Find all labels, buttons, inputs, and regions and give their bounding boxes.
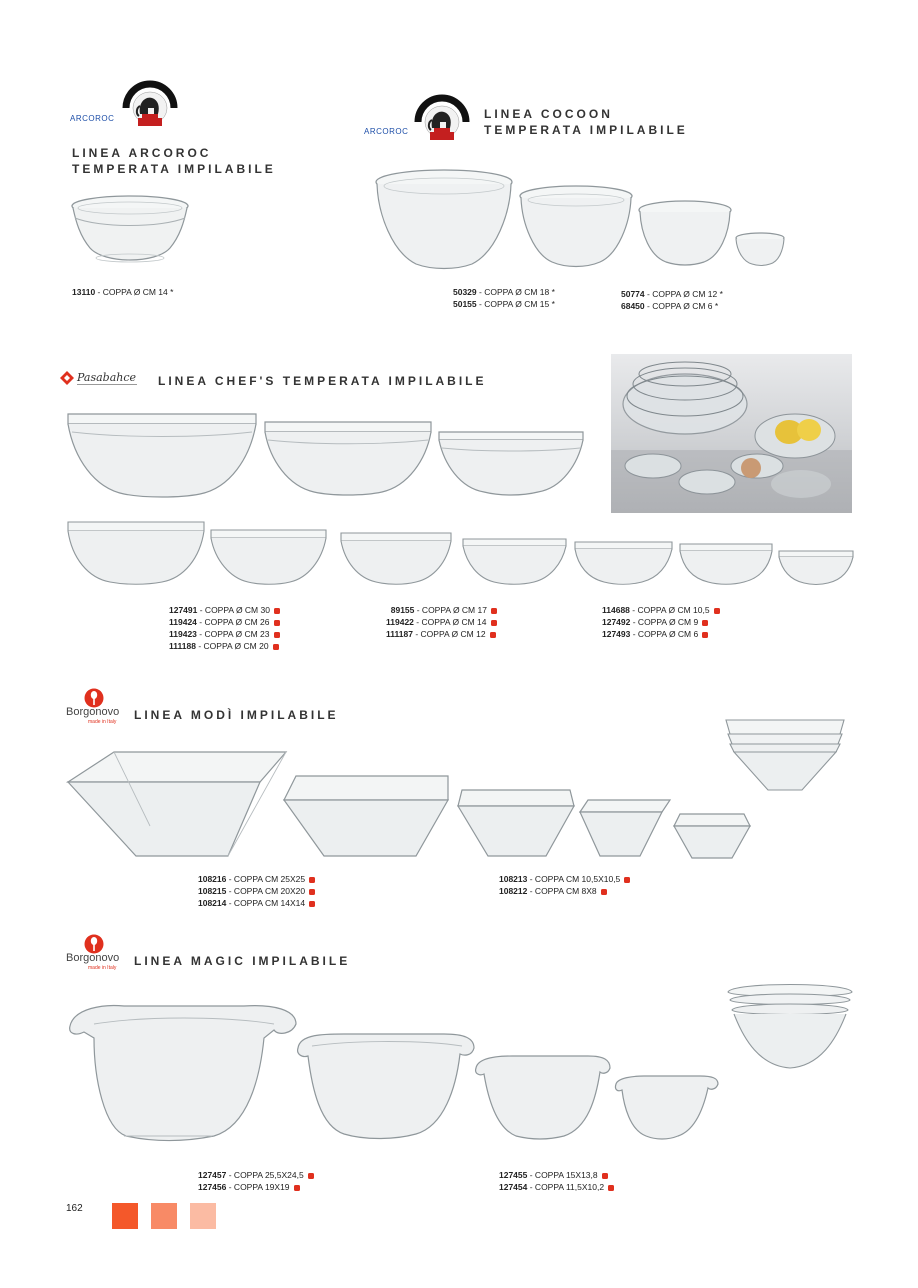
- product-row: [499, 1181, 614, 1193]
- bowl-images-chefs-row1: [64, 408, 594, 500]
- product-desc: - COPPA Ø CM 6: [630, 629, 699, 639]
- title-line: LINEA COCOON: [484, 107, 613, 121]
- new-marker-icon: [490, 632, 496, 638]
- product-desc: - COPPA Ø CM 23: [196, 629, 270, 639]
- bowl-modi-14: [458, 790, 574, 856]
- brand-name: Pasabahce: [77, 371, 137, 384]
- bowl-magic-25: [70, 1006, 296, 1141]
- product-row: [386, 616, 497, 628]
- product-desc: - COPPA Ø CM 12 *: [644, 289, 723, 299]
- section-title-arcoroc: [72, 145, 276, 177]
- spoon-badge-icon: [84, 688, 104, 708]
- product-row: [499, 885, 630, 897]
- color-swatch: [190, 1203, 216, 1229]
- product-row: [72, 286, 173, 298]
- product-code: 50155: [453, 299, 477, 309]
- product-code: 108213: [499, 874, 528, 884]
- product-desc: - COPPA 19X19: [226, 1182, 290, 1192]
- color-swatch: [112, 1203, 138, 1229]
- product-code: 50329: [453, 287, 477, 297]
- bowls-photo: [611, 354, 852, 513]
- title-line: LINEA ARCOROC: [72, 146, 212, 160]
- brand-name: Borgonovo: [66, 706, 120, 718]
- arcoroc-logo: ARCOROC: [364, 127, 409, 136]
- tempered-seal-icon: [120, 78, 180, 130]
- page-number: 162: [66, 1203, 83, 1214]
- bowl-chefs-9: [680, 544, 772, 584]
- brand-tagline: made in Italy: [88, 719, 117, 725]
- product-code: 108212: [499, 886, 528, 896]
- product-code: 50774: [621, 289, 645, 299]
- bowl-cocoon-6: [736, 233, 784, 266]
- product-code: 127456: [198, 1182, 227, 1192]
- product-list-arcoroc: [72, 286, 173, 298]
- bowl-cocoon-15: [520, 186, 632, 267]
- bowl-chefs-12: [463, 539, 566, 584]
- tempered-seal-icon: [412, 92, 472, 144]
- product-row: [169, 616, 280, 628]
- brand-tagline: made in Italy: [88, 965, 117, 971]
- product-code: 119424: [169, 617, 197, 627]
- product-list-cocoon-1: [453, 286, 555, 310]
- product-code: 127454: [499, 1182, 528, 1192]
- bowl-chefs-20: [68, 522, 204, 584]
- product-row: [386, 628, 497, 640]
- product-row: [602, 604, 720, 616]
- product-desc: - COPPA Ø CM 6 *: [644, 301, 719, 311]
- product-row: [453, 286, 555, 298]
- product-code: 119422: [386, 617, 414, 627]
- new-marker-icon: [294, 1185, 300, 1191]
- bowl-cocoon-12: [639, 201, 731, 265]
- bowl-modi-8: [674, 814, 750, 858]
- product-code: 127492: [602, 617, 631, 627]
- new-marker-icon: [714, 608, 720, 614]
- product-code: 127491: [169, 605, 198, 615]
- bowl-modi-20: [284, 776, 448, 856]
- section-title-magic: LINEA MAGIC IMPILABILE: [134, 954, 351, 968]
- product-desc: - COPPA Ø CM 17: [414, 605, 487, 615]
- bowl-chefs-6: [779, 551, 853, 585]
- product-code: 108216: [198, 874, 227, 884]
- product-desc: - COPPA Ø CM 15 *: [476, 299, 555, 309]
- new-marker-icon: [274, 608, 280, 614]
- product-desc: - COPPA CM 10,5X10,5: [527, 874, 621, 884]
- bowl-magic-11-5: [615, 1076, 718, 1139]
- pasabahce-mark-icon: [60, 371, 74, 385]
- new-marker-icon: [309, 877, 315, 883]
- product-code: 127455: [499, 1170, 528, 1180]
- new-marker-icon: [309, 889, 315, 895]
- product-code: 127493: [602, 629, 631, 639]
- product-desc: - COPPA Ø CM 9: [630, 617, 699, 627]
- title-line: TEMPERATA IMPILABILE: [484, 123, 688, 137]
- product-list-cocoon-2: [621, 288, 723, 312]
- product-desc: - COPPA Ø CM 18 *: [476, 287, 555, 297]
- product-desc: - COPPA Ø CM 30: [197, 605, 270, 615]
- product-list-chefs-1: [169, 604, 280, 652]
- new-marker-icon: [491, 620, 497, 626]
- product-desc: - COPPA 15X13,8: [527, 1170, 598, 1180]
- spoon-badge-icon: [84, 934, 104, 954]
- bowl-images-cocoon: [372, 164, 792, 276]
- new-marker-icon: [308, 1173, 314, 1179]
- bowl-chefs-10-5: [575, 542, 672, 584]
- product-code: 13110: [72, 287, 96, 297]
- section-title-cocoon: [484, 106, 688, 138]
- new-marker-icon: [702, 632, 708, 638]
- arcoroc-logo: ARCOROC: [70, 114, 115, 123]
- product-desc: - COPPA Ø CM 14: [413, 617, 487, 627]
- product-row: [621, 300, 723, 312]
- product-desc: - COPPA Ø CM 12: [412, 629, 486, 639]
- product-code: 111187: [386, 629, 413, 639]
- product-list-modi-1: [198, 873, 315, 909]
- borgonovo-logo: [66, 934, 130, 970]
- product-desc: - COPPA CM 14X14: [226, 898, 306, 908]
- bowl-modi-10-5: [580, 800, 670, 856]
- product-desc: - COPPA Ø CM 10,5: [629, 605, 710, 615]
- new-marker-icon: [602, 1173, 608, 1179]
- bowl-images-chefs-row2: [64, 518, 860, 590]
- bowl-chefs-23: [439, 432, 583, 495]
- product-desc: - COPPA 25,5X24,5: [226, 1170, 304, 1180]
- product-row: [169, 628, 280, 640]
- product-desc: - COPPA Ø CM 20: [195, 641, 269, 651]
- product-code: 119423: [169, 629, 197, 639]
- bowl-modi-25: [68, 752, 286, 856]
- bowl-chefs-30: [68, 414, 256, 497]
- brand-name: Borgonovo: [66, 952, 120, 964]
- bowl-magic-19: [298, 1034, 474, 1139]
- product-row: [198, 1169, 314, 1181]
- title-line: TEMPERATA IMPILABILE: [72, 162, 276, 176]
- product-desc: - COPPA CM 25X25: [226, 874, 306, 884]
- product-row: [198, 873, 315, 885]
- product-list-chefs-2: [386, 604, 497, 640]
- product-code: 108214: [198, 898, 227, 908]
- product-list-chefs-3: [602, 604, 720, 640]
- new-marker-icon: [624, 877, 630, 883]
- product-code: 127457: [198, 1170, 227, 1180]
- bowl-chefs-14: [341, 533, 451, 584]
- product-row: [198, 1181, 314, 1193]
- product-row: [198, 897, 315, 909]
- product-row: [602, 616, 720, 628]
- bowl-image-13110: [70, 192, 192, 268]
- section-title-modi: LINEA MODÌ IMPILABILE: [134, 708, 339, 722]
- bowl-magic-15: [476, 1056, 610, 1139]
- bowl-cocoon-18: [376, 170, 512, 269]
- new-marker-icon: [608, 1185, 614, 1191]
- bowl-chefs-17: [211, 530, 326, 584]
- new-marker-icon: [601, 889, 607, 895]
- new-marker-icon: [702, 620, 708, 626]
- new-marker-icon: [491, 608, 497, 614]
- product-row: [453, 298, 555, 310]
- new-marker-icon: [309, 901, 315, 907]
- product-list-modi-2: [499, 873, 630, 897]
- product-code: 89155: [390, 605, 415, 615]
- product-row: [198, 885, 315, 897]
- new-marker-icon: [273, 644, 279, 650]
- bowl-chefs-26: [265, 422, 431, 495]
- bowl-images-modi: [64, 748, 754, 866]
- product-row: [621, 288, 723, 300]
- product-row: [602, 628, 720, 640]
- product-desc: - COPPA CM 20X20: [226, 886, 306, 896]
- product-row: [169, 640, 280, 652]
- section-title-chefs: LINEA CHEF'S TEMPERATA IMPILABILE: [158, 374, 487, 388]
- product-row: [169, 604, 280, 616]
- product-row: [499, 873, 630, 885]
- product-list-magic-1: [198, 1169, 314, 1193]
- bowl-images-magic: [64, 998, 734, 1146]
- product-desc: - COPPA CM 8X8: [527, 886, 597, 896]
- stacked-bowls-magic: [724, 980, 856, 1072]
- pasabahce-logo: [60, 370, 150, 388]
- product-code: 68450: [621, 301, 645, 311]
- product-code: 111188: [169, 641, 196, 651]
- new-marker-icon: [274, 620, 280, 626]
- color-swatch: [151, 1203, 177, 1229]
- borgonovo-logo: [66, 688, 130, 724]
- product-row: [499, 1169, 614, 1181]
- product-code: 108215: [198, 886, 227, 896]
- product-desc: - COPPA 11,5X10,2: [527, 1182, 605, 1192]
- product-code: 114688: [602, 605, 630, 615]
- product-row: [386, 604, 497, 616]
- product-desc: - COPPA Ø CM 14 *: [95, 287, 174, 297]
- product-desc: - COPPA Ø CM 26: [196, 617, 270, 627]
- product-list-magic-2: [499, 1169, 614, 1193]
- new-marker-icon: [274, 632, 280, 638]
